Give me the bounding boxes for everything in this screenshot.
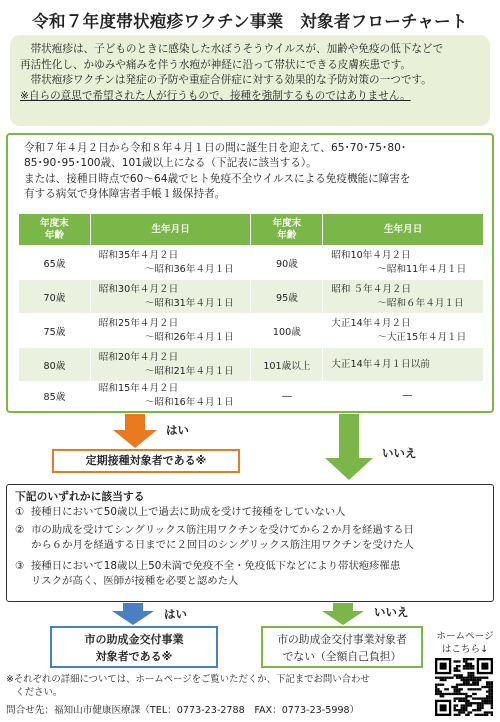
table-row [19, 314, 484, 348]
birthdate-cell [323, 280, 484, 314]
page-title: 令和７年度帯状疱疹ワクチン事業 対象者フローチャート [32, 12, 468, 31]
not-target-line-1: 市の助成金交付事業対象者 [277, 633, 407, 646]
yes-label-2: はい [164, 607, 187, 621]
qr-code-icon[interactable] [434, 657, 494, 717]
homepage-label-line-1: ホームページ [436, 631, 494, 642]
age-value: 100歳 [272, 326, 301, 338]
table-header-birth-1: 生年月日 [90, 214, 251, 246]
criteria-item-3 [15, 559, 400, 589]
birthdate-from: 昭和35年４月２日 [98, 249, 179, 261]
birthdate-cell [323, 382, 484, 411]
age-cell [19, 382, 91, 411]
intro-warning: ※自らの意思で希望された人が行うもので、接種を強制するものではありません。 [20, 89, 411, 102]
birthdate-cell [323, 348, 484, 382]
table-header-age-2: 年度末 年齢 [251, 214, 323, 246]
regular-vaccination-target-box: 定期接種対象者である※ [52, 449, 240, 473]
criteria-item-1 [15, 505, 346, 520]
note-line-1: ※それぞれの詳細については、ホームページをご覧いただくか、下記までお問い合わせ [6, 674, 370, 685]
condition-line-3: または、接種日時点で60～64歳でヒト免疫不全ウイルスによる免疫機能に障害を [24, 172, 411, 185]
age-cell [251, 382, 323, 411]
intro-box [10, 35, 490, 126]
age-value: 65歳 [43, 258, 66, 270]
table-row [19, 280, 484, 314]
intro-line-3: 帯状疱疹ワクチンは発症の予防や重症合併症に対する効果的な予防対策の一つです。 [20, 74, 432, 86]
age-cell [251, 280, 323, 314]
criteria-box [6, 484, 494, 602]
birthdate-cell [323, 314, 484, 348]
birthdate-from: 昭和 ５年４月２日 [331, 283, 412, 295]
criteria-text-2b: から６か月を経過する日までに２回目のシングリックス筋注用ワクチンを受けた人 [31, 539, 414, 551]
table-row [19, 382, 484, 411]
yes-label-1: はい [166, 423, 189, 437]
birthdate-from: 昭和10年４月２日 [331, 249, 411, 261]
no-label-1: いいえ [382, 446, 417, 460]
note [6, 673, 426, 699]
birthdate-to: ～昭和36年４月１日 [144, 263, 234, 275]
birthdate-cell [90, 314, 251, 348]
birthdate-to: ～昭和26年４月１日 [144, 331, 234, 343]
age-birthdate-table [18, 213, 484, 411]
age-value: 101歳以上 [263, 360, 311, 372]
criteria-text-3a: 接種日において18歳以上50未満で免疫不全・免疫低下などにより帯状疱疹罹患 [31, 560, 401, 572]
birthdate-from: 昭和15年４月２日 [98, 383, 179, 394]
birthdate-cell [90, 382, 251, 411]
arrow-down-blue-icon [112, 603, 154, 625]
intro-line-2: 再活性化し、かゆみや痛みを伴う水疱が神経に沿って帯状にできる皮膚疾患です。 [20, 58, 412, 71]
homepage-label-line-2: はこちら↓ [441, 644, 489, 655]
age-value: 80歳 [43, 360, 66, 372]
arrow-down-green-2-icon [322, 603, 364, 625]
birthdate-from: 大正14年４月１日以前 [331, 358, 430, 370]
subsidy-target-line-1: 市の助成金交付事業 [84, 633, 184, 646]
birthdate-from: 大正14年４月２日 [331, 317, 411, 329]
birthdate-to: ～昭和11年４月１日 [377, 263, 467, 275]
age-cell [251, 348, 323, 382]
criteria-item-2 [15, 523, 414, 553]
age-cell [251, 246, 323, 280]
eligibility-box [6, 133, 494, 413]
age-cell [19, 246, 91, 280]
criteria-num-3: ③ [15, 560, 25, 572]
eligibility-conditions [24, 141, 484, 202]
criteria-text-3b: リスクが高く、医師が接種を必要と認めた人 [31, 575, 239, 587]
not-subsidy-target-box [261, 626, 423, 668]
birthdate-cell [323, 246, 484, 280]
birthdate-from: ― [402, 390, 412, 401]
table-header-birth-2: 生年月日 [323, 214, 484, 246]
age-cell [19, 348, 91, 382]
age-cell [19, 280, 91, 314]
birthdate-from: 昭和30年４月２日 [98, 283, 179, 295]
birthdate-to: ～昭和16年４月１日 [144, 397, 234, 408]
condition-line-4: 有する病気で身体障害者手帳１級保持者。 [24, 187, 226, 200]
age-cell [251, 314, 323, 348]
age-value: 85歳 [43, 392, 66, 403]
age-value: 70歳 [43, 292, 66, 304]
birthdate-to: ～昭和21年４月１日 [144, 365, 234, 377]
arrow-down-orange-icon [113, 414, 157, 448]
age-cell [19, 314, 91, 348]
birthdate-from: 昭和20年４月２日 [98, 351, 179, 363]
table-header-age-1: 年度末 年齢 [19, 214, 91, 246]
contact-info: 問合せ先：福知山市健康医療課（TEL：0773-23-2788 FAX：0773-23-5998） [6, 705, 360, 716]
table-header-row [19, 214, 484, 246]
birthdate-cell [90, 280, 251, 314]
age-value: 90歳 [275, 258, 298, 270]
subsidy-target-box [50, 626, 218, 668]
criteria-num-2: ② [15, 524, 25, 536]
no-label-2: いいえ [374, 605, 409, 619]
age-value: ― [282, 390, 292, 402]
birthdate-from: 昭和25年４月２日 [98, 317, 179, 329]
age-value: 75歳 [43, 326, 66, 338]
condition-line-2: 85･90･95･100歳、101歳以上になる（下記表に該当する）。 [24, 157, 317, 170]
birthdate-to: ～昭和６年４月１日 [377, 297, 464, 309]
birthdate-cell [90, 246, 251, 280]
table-body [19, 246, 484, 411]
birthdate-cell [90, 348, 251, 382]
age-value: 95歳 [275, 292, 298, 304]
homepage-label [433, 630, 497, 656]
note-line-2: ください。 [6, 687, 63, 698]
arrow-down-green-icon [325, 414, 373, 480]
birthdate-to: ～昭和31年４月１日 [144, 297, 234, 309]
table-row [19, 348, 484, 382]
condition-line-1: 令和７年４月２日から令和８年４月１日の間に誕生日を迎えて、65･70･75･80･ [24, 142, 407, 154]
criteria-text-1: 接種日において50歳以上で過去に助成を受けて接種をしていない人 [31, 506, 346, 518]
not-target-line-2: でない（全額自己負担） [282, 650, 402, 663]
criteria-title: 下記のいずれかに該当する [15, 490, 145, 503]
birthdate-to: ～大正15年４月１日 [377, 331, 467, 343]
table-row [19, 246, 484, 280]
intro-line-1: 帯状疱疹は、子どものときに感染した水ぼうそうウイルスが、加齢や免疫の低下などで [20, 43, 444, 55]
criteria-text-2a: 市の助成を受けてシングリックス筋注用ワクチンを受けてから２か月を経過する日 [31, 524, 414, 536]
criteria-num-1: ① [15, 506, 25, 518]
subsidy-target-line-2: 対象者である※ [95, 650, 173, 663]
